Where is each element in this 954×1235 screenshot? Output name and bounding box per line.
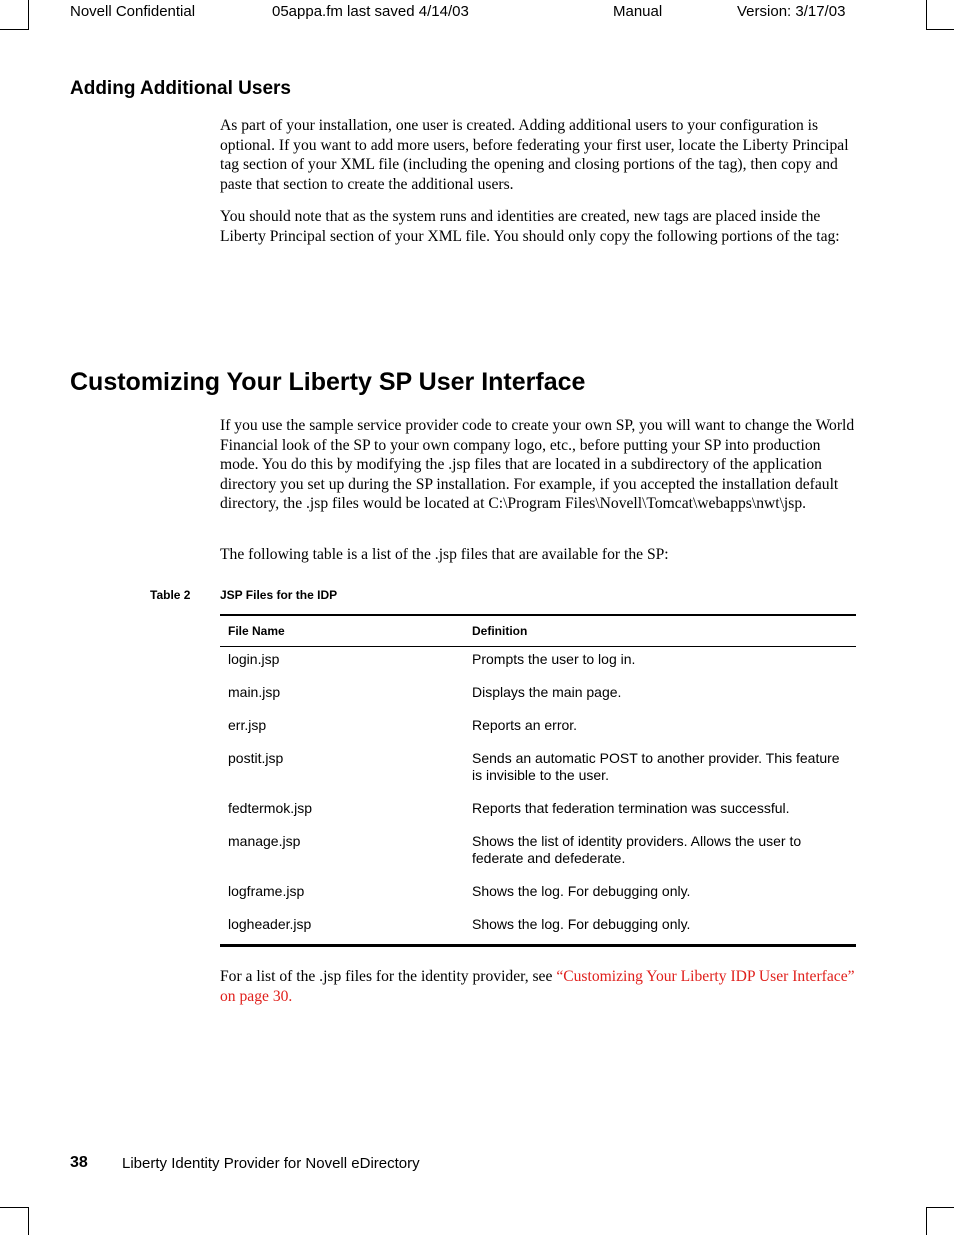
cell-definition: Displays the main page. — [472, 684, 622, 700]
column-header-definition: Definition — [472, 624, 528, 638]
cell-definition: Shows the log. For debugging only. — [472, 883, 691, 899]
table-label: Table 2 — [150, 588, 191, 602]
table-row — [220, 828, 856, 878]
paragraph: As part of your installation, one user is created. Adding additional users to your configuration is optional. If you want to add more users, before federating your first user, locate the Liberty Principal tag section of your XML file (including the opening and closing portions of the tag), then copy and paste that section to create the additional users. — [220, 117, 849, 193]
table-row — [220, 878, 856, 911]
paragraph: You should note that as the system runs and identities are created, new tags are placed inside the Liberty Principal section of your XML file. You should only copy the following portions of the tag: — [220, 208, 840, 245]
table-row — [220, 745, 856, 795]
cell-file-name: login.jsp — [228, 651, 280, 667]
header-manual: Manual — [613, 3, 663, 20]
cell-file-name: logheader.jsp — [228, 916, 312, 932]
header-file: 05appa.fm last saved 4/14/03 — [272, 3, 469, 20]
cell-file-name: logframe.jsp — [228, 883, 305, 899]
cell-definition: Shows the log. For debugging only. — [472, 916, 691, 932]
reference-end: . — [288, 987, 293, 1005]
table-row — [220, 911, 856, 944]
table-caption: JSP Files for the IDP — [220, 588, 338, 602]
cell-definition: Prompts the user to log in. — [472, 651, 636, 667]
header-confidential: Novell Confidential — [70, 3, 196, 20]
footer-book-title: Liberty Identity Provider for Novell eDirectory — [122, 1155, 420, 1172]
cell-file-name: manage.jsp — [228, 833, 301, 849]
header-version: Version: 3/17/03 — [737, 3, 846, 20]
crop-mark — [0, 29, 28, 30]
cell-definition: Reports an error. — [472, 717, 578, 733]
cell-file-name: fedtermok.jsp — [228, 800, 313, 816]
table-bottom-rule — [220, 944, 856, 947]
crop-mark — [28, 0, 29, 30]
crop-mark — [926, 1207, 927, 1235]
crop-mark — [926, 1207, 954, 1208]
cell-file-name: main.jsp — [228, 684, 281, 700]
reference-text: For a list of the .jsp files for the identity provider, see — [220, 968, 557, 985]
cell-definition: Sends an automatic POST to another provider. This feature is invisible to the user. — [472, 750, 840, 783]
crop-mark — [926, 0, 927, 30]
table-body — [220, 647, 856, 944]
crop-mark — [28, 1207, 29, 1235]
table-row — [220, 679, 856, 712]
cell-definition: Reports that federation termination was successful. — [472, 800, 790, 816]
cross-reference-link[interactable]: “Customizing Your Liberty IDP User Interface” on page 30 — [220, 968, 855, 1005]
cell-file-name: err.jsp — [228, 717, 267, 733]
jsp-files-table — [220, 614, 856, 947]
column-header-file-name: File Name — [228, 624, 285, 638]
cell-definition: Shows the list of identity providers. Allows the user to federate and defederate. — [472, 833, 802, 866]
paragraph-idp-reference — [220, 967, 860, 1006]
paragraph: If you use the sample service provider code to create your own SP, you will want to change the World Financial look of the SP to your own company logo, etc., before putting your SP into production mode. You do this by modifying the .jsp files that are located in a subdirectory of the application directory you set up during the SP installation. For example, if you accepted the installation default directory, the .jsp files would be located at C:\Program Files\Novell\Tomcat\webapps\nwt\jsp. — [220, 417, 855, 512]
table-row — [220, 647, 856, 679]
page-number: 38 — [70, 1154, 88, 1171]
cell-file-name: postit.jsp — [228, 750, 284, 766]
section-heading-customizing-sp: Customizing Your Liberty SP User Interface — [70, 368, 586, 396]
paragraph: The following table is a list of the .jsp files that are available for the SP: — [220, 546, 669, 563]
table-row — [220, 795, 856, 828]
section-heading-adding-users: Adding Additional Users — [70, 78, 291, 99]
table-row — [220, 712, 856, 745]
crop-mark — [0, 1207, 28, 1208]
crop-mark — [926, 29, 954, 30]
table-header-row — [220, 616, 856, 646]
